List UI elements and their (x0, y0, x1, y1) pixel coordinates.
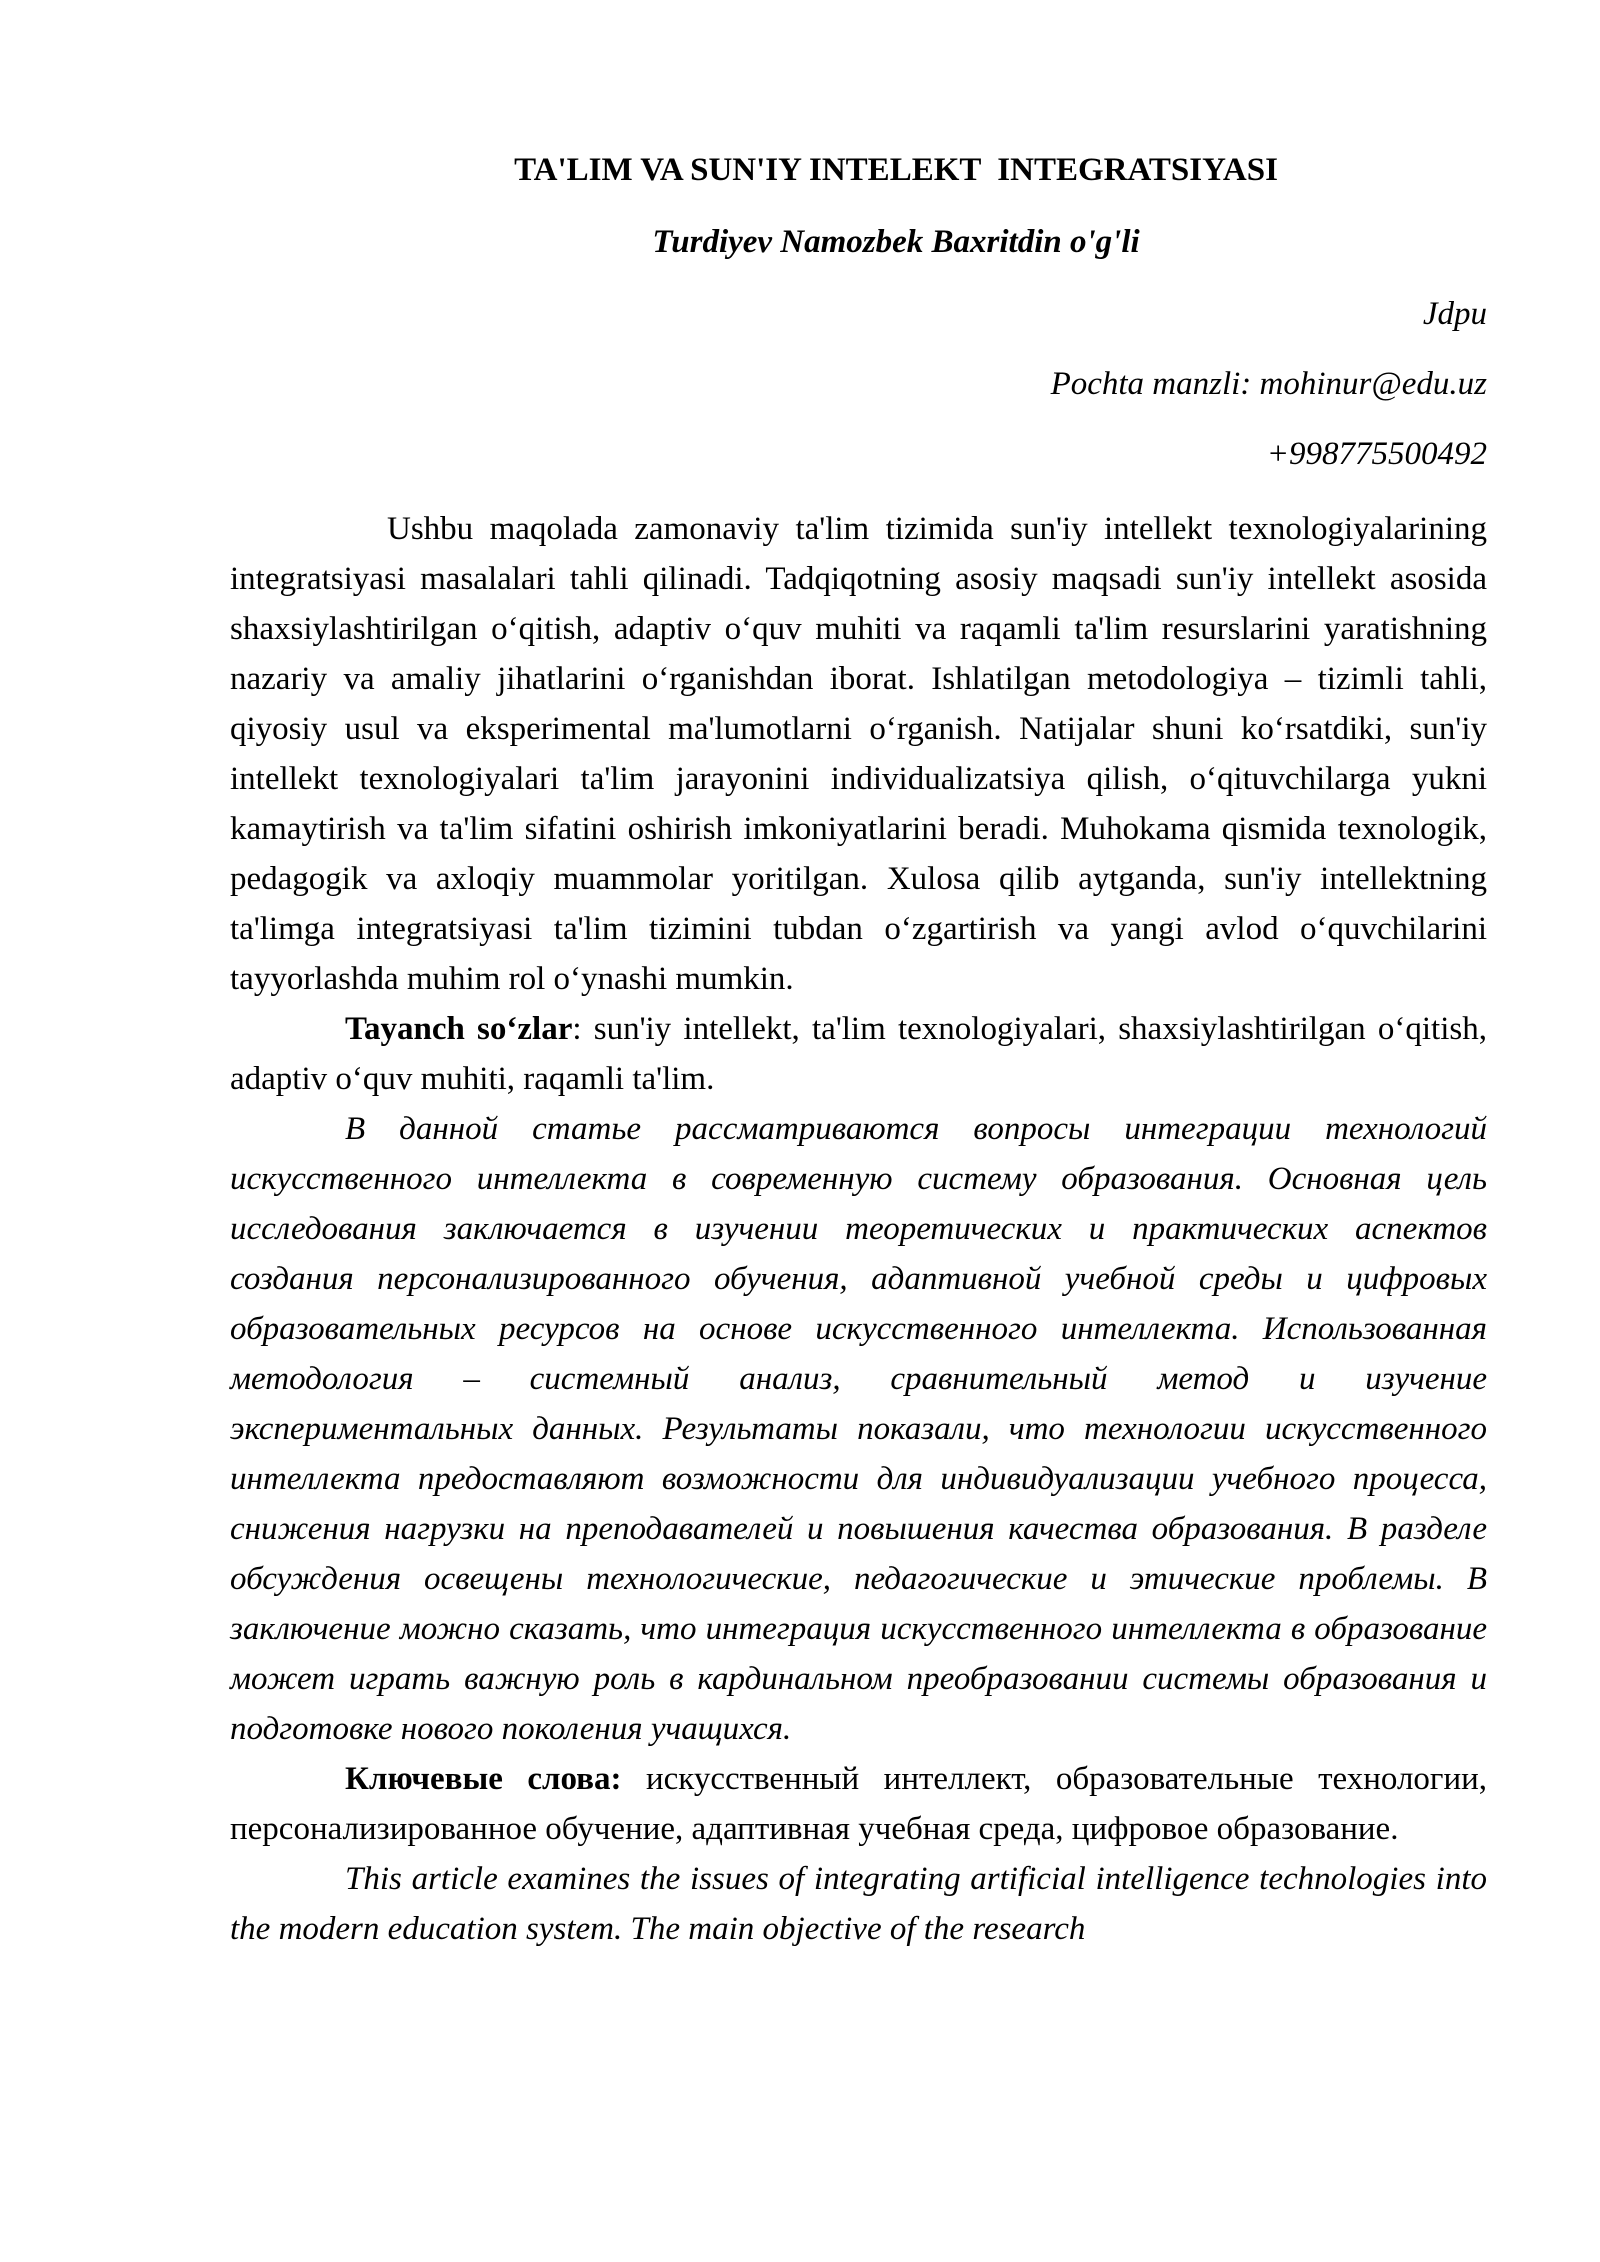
article-title: TA'LIM VA SUN'IY INTELEKT INTEGRATSIYASI (514, 152, 1278, 188)
keywords-uzbek (230, 1004, 1487, 1104)
keywords-russian-text: искусственный интеллект, образовательные технологии, персонализированное обучение, адаптивная учебная среда, цифровое образование. (230, 1761, 1488, 1847)
keywords-russian (230, 1754, 1487, 1854)
keywords-uzbek-text: : sun'iy intellekt, ta'lim texnologiyalari, shaxsiylashtirilgan o‘qitish, adaptiv o‘quv muhiti, raqamli ta'lim. (230, 1011, 1487, 1097)
abstract-uzbek: Ushbu maqolada zamonaviy ta'lim tizimida sun'iy intellekt texnologiyalarining integratsiyasi masalalari tahli qilinadi. Tadqiqotning asosiy maqsadi sun'iy intellekt asosida shaxsiylashtirilgan o‘qitish, adaptiv o‘quv muhiti va raqamli ta'lim resurslarini yaratishning nazariy va amaliy jihatlarini o‘rganishdan iborat. Ishlatilgan metodologiya – tizimli tahli, qiyosiy usul va eksperimental ma'lumotlarni o‘rganish. Natijalar shuni ko‘rsatdiki, sun'iy intellekt texnologiyalari ta'lim jarayonini individualizatsiya qilish, o‘qituvchilarga yukni kamaytirish va ta'lim sifatini oshirish imkoniyatlarini beradi. Muhokama qismida texnologik, pedagogik va axloqiy muammolar yoritilgan. Xulosa qilib aytganda, sun'iy intellektning ta'limga integratsiyasi ta'lim tizimini tubdan o‘zgartirish va yangi avlod o‘quvchilarini tayyorlashda muhim rol o‘ynashi mumkin. (230, 511, 1487, 997)
keywords-russian-label: Ключевые слова: (345, 1761, 622, 1797)
abstract-russian: В данной статье рассматриваются вопросы интеграции технологий искусственного интеллекта в современную систему образования. Основная цель исследования заключается в изучении теоретических и практических аспектов создания персонализированного обучения, адаптивной учебной среды и цифровых образовательных ресурсов на основе искусственного интеллекта. Использованная методология – системный анализ, сравнительный метод и изучение экспериментальных данных. Результаты показали, что технологии искусственного интеллекта предоставляют возможности для индивидуализации учебного процесса, снижения нагрузки на преподавателей и повышения качества образования. В разделе обсуждения освещены технологические, педагогические и этические проблемы. В заключение можно сказать, что интеграция искусственного интеллекта в образование может играть важную роль в кардинальном преобразовании системы образования и подготовке нового поколения учащихся. (230, 1111, 1487, 1747)
affiliation: Jdpu (1422, 296, 1487, 332)
abstract-english: This article examines the issues of integrating artificial intelligence technologies into the modern education system. The main objective of the research (230, 1861, 1487, 1947)
email-line: Pochta manzli: mohinur@edu.uz (1050, 366, 1487, 402)
article-body (230, 504, 1487, 1954)
keywords-uzbek-label: Tayanch so‘zlar (345, 1011, 573, 1047)
author-name: Turdiyev Namozbek Baxritdin o'g'li (652, 224, 1140, 260)
phone-number: +998775500492 (1266, 436, 1487, 472)
